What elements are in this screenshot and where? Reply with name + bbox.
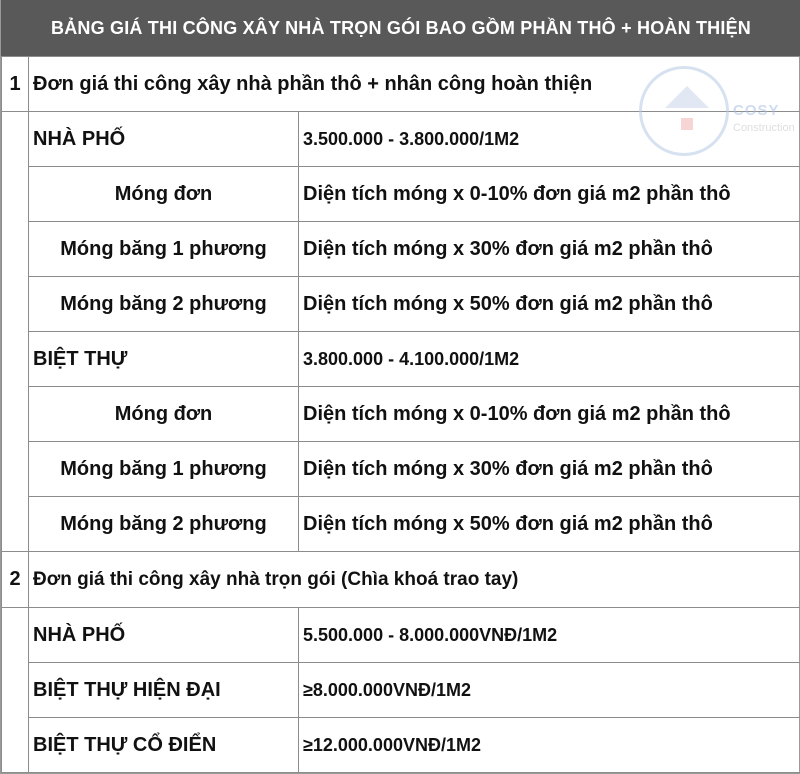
row-value: Diện tích móng x 0-10% đơn giá m2 phần thô — [299, 167, 800, 222]
section-2-header-row — [2, 552, 800, 608]
section-number-spacer — [2, 608, 29, 773]
section-1-header-row — [2, 57, 800, 112]
row-value: Diện tích móng x 30% đơn giá m2 phần thô — [299, 442, 800, 497]
row-label: Móng đơn — [29, 167, 299, 222]
table-row — [2, 222, 800, 277]
section-number: 2 — [2, 552, 29, 608]
row-label: Móng đơn — [29, 387, 299, 442]
table-row — [2, 442, 800, 497]
table-row — [2, 112, 800, 167]
row-label: Móng băng 1 phương — [29, 442, 299, 497]
table-row — [2, 277, 800, 332]
price-table — [1, 56, 800, 773]
section-title: Đơn giá thi công xây nhà phần thô + nhân công hoàn thiện — [29, 57, 800, 112]
table-row — [2, 332, 800, 387]
table-row — [2, 608, 800, 663]
row-label: NHÀ PHỐ — [29, 608, 299, 663]
row-value: 3.800.000 - 4.100.000/1M2 — [299, 332, 800, 387]
row-value: Diện tích móng x 50% đơn giá m2 phần thô — [299, 277, 800, 332]
table-title: BẢNG GIÁ THI CÔNG XÂY NHÀ TRỌN GÓI BAO GỒM PHẦN THÔ + HOÀN THIỆN — [1, 0, 800, 56]
section-number-spacer — [2, 112, 29, 552]
row-value: 5.500.000 - 8.000.000VNĐ/1M2 — [299, 608, 800, 663]
row-label: BIỆT THỰ HIỆN ĐẠI — [29, 663, 299, 718]
section-title: Đơn giá thi công xây nhà trọn gói (Chìa khoá trao tay) — [29, 552, 800, 608]
logo-brand: COSY — [733, 102, 780, 119]
row-label: Móng băng 2 phương — [29, 277, 299, 332]
table-row — [2, 167, 800, 222]
row-value: 3.500.000 - 3.800.000/1M2 — [299, 112, 800, 167]
logo-brand-sub: Construction — [733, 122, 795, 134]
row-label: NHÀ PHỐ — [29, 112, 299, 167]
row-value: ≥8.000.000VNĐ/1M2 — [299, 663, 800, 718]
row-label: Móng băng 2 phương — [29, 497, 299, 552]
table-row — [2, 387, 800, 442]
section-number: 1 — [2, 57, 29, 112]
row-label: BIỆT THỰ — [29, 332, 299, 387]
row-value: ≥12.000.000VNĐ/1M2 — [299, 718, 800, 773]
table-row — [2, 718, 800, 773]
table-row — [2, 497, 800, 552]
row-value: Diện tích móng x 50% đơn giá m2 phần thô — [299, 497, 800, 552]
row-value: Diện tích móng x 0-10% đơn giá m2 phần thô — [299, 387, 800, 442]
row-label: BIỆT THỰ CỔ ĐIỂN — [29, 718, 299, 773]
table-row — [2, 663, 800, 718]
row-label: Móng băng 1 phương — [29, 222, 299, 277]
row-value: Diện tích móng x 30% đơn giá m2 phần thô — [299, 222, 800, 277]
